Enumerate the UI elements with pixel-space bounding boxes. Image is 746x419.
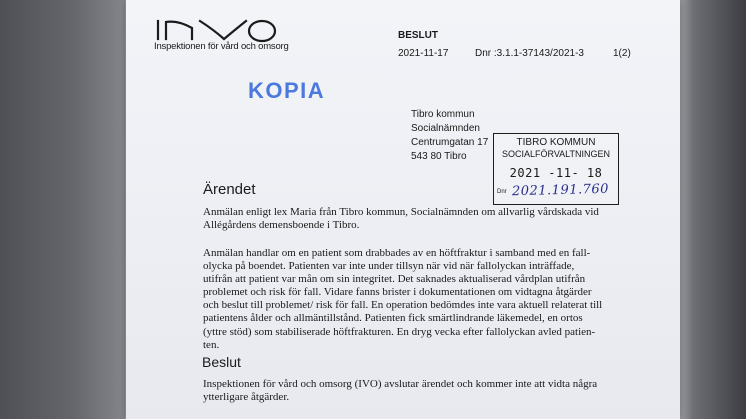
screen-bezel-right <box>680 0 746 419</box>
text-line: ytterligare åtgärder. <box>203 391 290 404</box>
text-line: utifrån att patient var mån om sin integritet. Det saknades aktualiserad vårdplan utifrån <box>203 273 586 286</box>
text-line: ten. <box>203 338 220 351</box>
stamp-org: TIBRO KOMMUN <box>516 137 596 148</box>
arendet-paragraph-1 <box>203 206 623 232</box>
recipient-address <box>411 108 488 164</box>
case-number: Dnr :3.1.1-37143/2021-3 <box>475 48 584 59</box>
decision-date: 2021-11-17 <box>398 48 449 59</box>
org-name: Inspektionen för vård och omsorg <box>154 41 289 52</box>
text-line: Allégårdens demensboende i Tibro. <box>203 219 360 232</box>
stamp-dept: SOCIALFÖRVALTNINGEN <box>501 149 611 159</box>
section-heading-beslut: Beslut <box>202 354 241 370</box>
document-page <box>126 0 680 419</box>
stamp-dnr-label: Dnr <box>497 189 507 195</box>
arendet-paragraph-2 <box>203 247 623 352</box>
recipient-line: Socialnämnden <box>411 123 480 134</box>
recipient-line: Centrumgatan 17 <box>411 137 489 148</box>
text-line: (yttre stöd) som stabiliserade höftfrakturen. En dryg vecka efter fallolyckan avled patien- <box>203 325 596 338</box>
text-line: Inspektionen för vård och omsorg (IVO) avslutar ärendet och kommer inte att vidta några <box>203 378 598 390</box>
text-line: Anmälan handlar om en patient som drabbades av en höftfraktur i samband med en fall- <box>203 247 591 259</box>
text-line: olycka på boendet. Patienten var inte under tillsyn när vid när fallolyckan inträffade, <box>203 260 575 273</box>
text-line: och beslut till problemet/ risk för fall. En operation bedömdes inte vara aktuell relaterat till <box>203 299 603 312</box>
stamp-date: 2021 -11- 18 <box>509 166 603 180</box>
section-heading-arendet: Ärendet <box>203 181 256 198</box>
recipient-line: 543 80 Tibro <box>411 151 467 162</box>
stamp-handwritten-dnr: 2021.191.760 <box>511 181 610 200</box>
text-line: Anmälan enligt lex Maria från Tibro kommun, Socialnämnden om allvarlig vårdskada vid <box>203 206 599 218</box>
text-line: problemet och risk för fall. Vidare fanns brister i dokumentationen om vidtagna åtgärder <box>203 286 592 299</box>
beslut-paragraph <box>203 378 623 404</box>
screen-bezel-left <box>0 0 125 419</box>
text-line: patientens ålder och allmäntillstånd. Patienten fick smärtlindrande läkemedel, en ortos <box>203 312 583 325</box>
document-type: BESLUT <box>398 30 438 41</box>
page-number: 1(2) <box>613 48 631 59</box>
recipient-line: Tibro kommun <box>411 109 475 120</box>
copy-watermark-stamp: KOPIA <box>248 78 326 103</box>
received-stamp <box>493 133 619 205</box>
